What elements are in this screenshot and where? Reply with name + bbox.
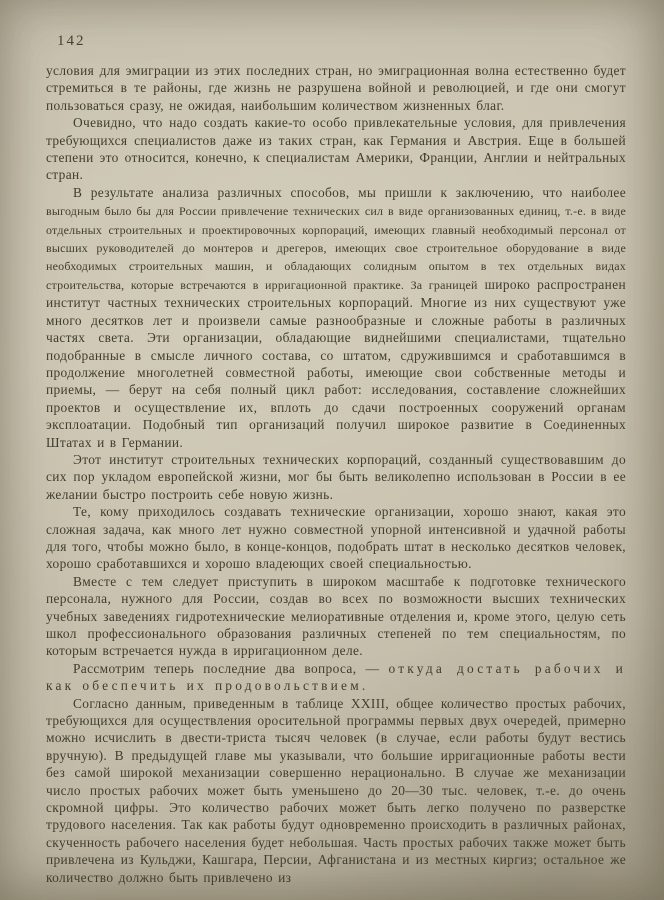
paragraph: Те, кому приходилось создавать технические организации, хорошо знают, какая это сложная задача, как много лет нужно совместной упорной интенсивной и удачной работы для того, чтобы можно было, в конце-концов, подобрать штат в несколько десятков человек, хорошо сработавшихся и хорошо владеющих своей специальностью. [46,504,626,572]
paragraph-segment: широко распространен институт частных технических строительных корпораций. Многие из них существуют уже много десятков лет и произвели самые разнообразные и сложные работы в различных частях света. Эти организации, обладающие виднейшими специалистами, тщательно подобранные в смысле личного состава, со штатом, сдружившимся и сработавшимся в продолжение многолетней совместной работы, имеющие свои собственные методы и приемы, — берут на себя полный цикл работ: исследования, составление сложнейших проектов и осуществление их, вплоть до сдачи построенных сооружений органам эксплоатации. Подобный тип организаций получил широкое развитие в Соединенных Штатах и в Германии. [46,276,627,450]
paragraph: Вместе с тем следует приступить в широком масштабе к подготовке технического персонала, нужного для России, создав во всех по возможности высших технических учебных заведениях гидротехнические мелиоративные отделения и, кроме этого, целую сеть школ профессионального образования различных степеней по тем специальностям, по которым встречается нужда в ирригационном деле. [46,573,626,659]
paragraph-segment-emphasized: откуда достать рабочих и как обеспечить их продовольствием. [46,660,626,694]
paragraph-segment-small-type: выгодным было бы для России привлечение технических сил в виде организованных единиц, т.-е. в виде отдельных строительных и проектировочных корпораций, имеющих главный необходимый персонал от высших руководителей до монтеров и дрегеров, имеющих свое строительное оборудование в виде необходимых строительных машин, и обладающих солидным опытом в тех отдельных видах строительства, которые встречаются в ирригационной практике. За границей [46,204,626,292]
paragraph: Очевидно, что надо создать какие-то особо привлекательные условия, для привлечения требующихся специалистов даже из таких стран, как Германия и Австрия. Еще в большей степени это относится, конечно, к специалистам Америки, Франции, Англии и нейтральных стран. [46,115,626,183]
paragraph: Этот институт строительных технических корпораций, созданный существовавшим до сих пор укладом европейской жизни, мог бы быть великолепно использован в России в ее желании быстро построить себе новую жизнь. [46,451,626,502]
page-text-block [46,62,626,886]
paragraph: условия для эмиграции из этих последних стран, но эмиграционная волна естественно будет стремиться в те районы, где жизнь не разрушена войной и революцией, и где они смогут пользоваться сразу, не ожидая, наибольшим количеством жизненных благ. [46,63,626,113]
paragraph-segment: Рассмотрим теперь последние два вопроса, — [73,660,389,676]
paragraph-segment: В результате анализа различных способов, мы пришли к заключению, что наиболее [73,184,626,200]
paragraph [46,184,626,451]
paragraph: Согласно данным, приведенным в таблице XXIII, общее количество простых рабочих, требующихся для осуществления оросительной программы первых двух очередей, примерно можно исчислить в двести-триста тысяч человек (в случае, если работы будут вестись вручную). В предыдущей главе мы указывали, что большие ирригационные работы вести без самой широкой механизации совершенно нерационально. В случае же механизации число простых рабочих может быть уменьшено до 20—30 тыс. человек, т.-е. до очень скромной цифры. Это количество рабочих может быть легко получено по разверстке трудового населения. Так как работы будут одновременно происходить в различных районах, скученность рабочего населения будет небольшая. Часть простых рабочих также может быть привлечена из Кульджи, Кашгара, Персии, Афганистана и из местных киргиз; остальное же количество должно быть привлечено из [46,695,626,885]
page-number: 142 [57,33,86,49]
paragraph [46,660,626,695]
